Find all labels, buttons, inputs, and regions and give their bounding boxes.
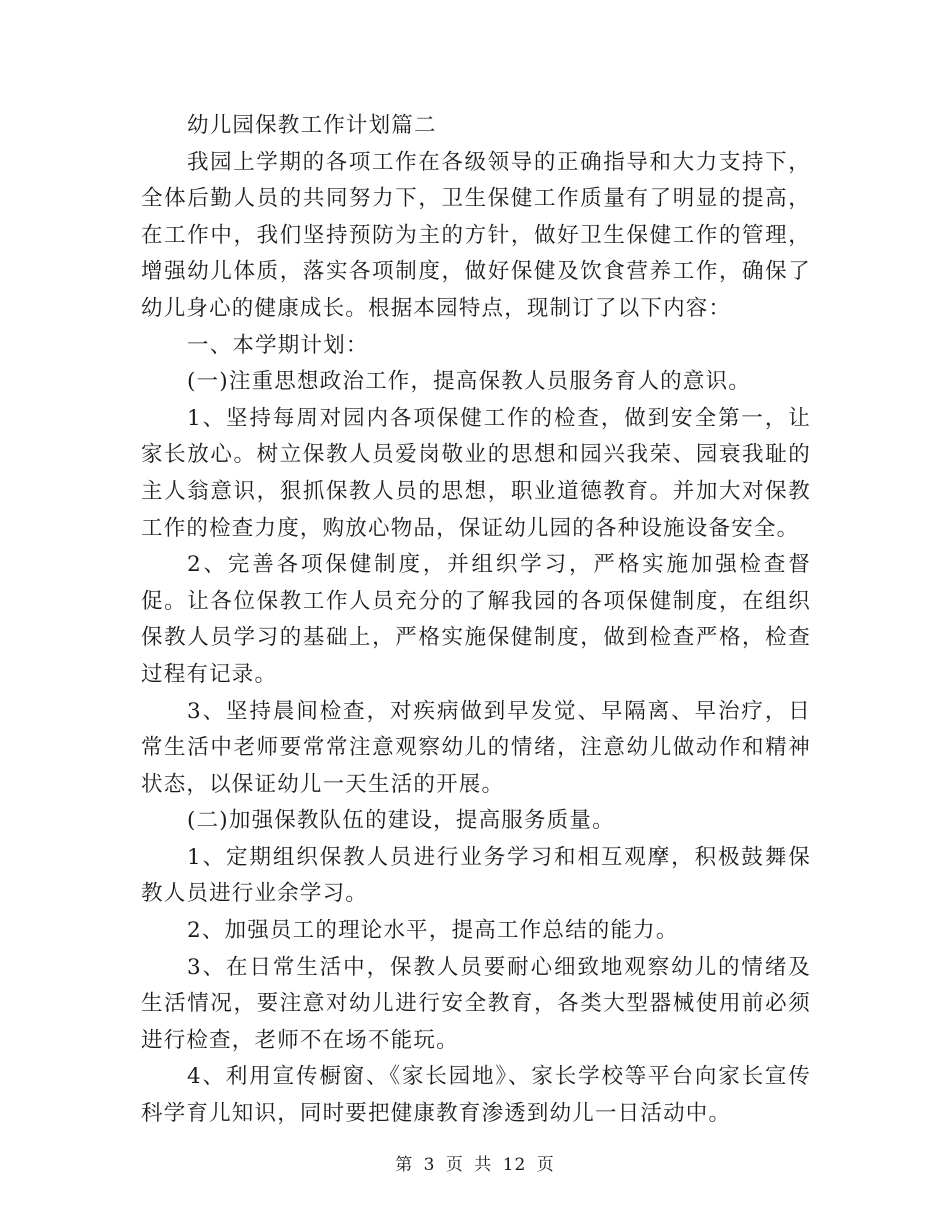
paragraph-item-2-3: 3、在日常生活中，保教人员要耐心细致地观察幼儿的情绪及生活情况，要注意对幼儿进行安全教育，各类大型器械使用前必须进行检查，老师不在场不能玩。: [141, 954, 811, 1053]
subsection-heading-2: (二)加强保教队伍的建设，提高服务质量。: [187, 808, 615, 834]
subsection-heading-1: (一)注重思想政治工作，提高保教人员服务育人的意识。: [187, 369, 751, 395]
paragraph-item-2-2: 2、加强员工的理论水平，提高工作总结的能力。: [187, 918, 679, 944]
paragraph-item-1-2: 2、完善各项保健制度，并组织学习，严格实施加强检查督促。让各位保教工作人员充分的了解我园的各项保健制度，在组织保教人员学习的基础上，严格实施保健制度，做到检查严格，检查过程有记录。: [141, 552, 811, 687]
document-title: 幼儿园保教工作计划篇二: [187, 113, 437, 138]
page-number-label: 第 3 页 共 12 页: [395, 1155, 555, 1175]
paragraph-item-2-1: 1、定期组织保教人员进行业务学习和相互观摩，积极鼓舞保教人员进行业余学习。: [141, 844, 811, 907]
document-body: [141, 108, 811, 1133]
paragraph-item-1-1: 1、坚持每周对园内各项保健工作的检查，做到安全第一，让家长放心。树立保教人员爱岗敬业的思想和园兴我荣、园衰我耻的主人翁意识，狠抓保教人员的思想，职业道德教育。并加大对保教工作的检查力度，购放心物品，保证幼儿园的各种设施设备安全。: [141, 405, 811, 541]
paragraph-item-1-3: 3、坚持晨间检查，对疾病做到早发觉、早隔离、早治疗，日常生活中老师要常常注意观察幼儿的情绪，注意幼儿做动作和精神状态，以保证幼儿一天生活的开展。: [141, 698, 811, 797]
paragraph-item-2-4: 4、利用宣传橱窗、《家长园地》、家长学校等平台向家长宣传科学育儿知识，同时要把健康教育渗透到幼儿一日活动中。: [141, 1064, 811, 1127]
section-heading-plan: 一、本学期计划：: [187, 332, 369, 358]
page-footer: [0, 1150, 950, 1175]
paragraph-intro: 我园上学期的各项工作在各级领导的正确指导和大力支持下，全体后勤人员的共同努力下，卫生保健工作质量有了明显的提高，在工作中，我们坚持预防为主的方针，做好卫生保健工作的管理，增强幼儿体质，落实各项制度，做好保健及饮食营养工作，确保了幼儿身心的健康成长。根据本园特点，现制订了以下内容：: [141, 149, 811, 321]
